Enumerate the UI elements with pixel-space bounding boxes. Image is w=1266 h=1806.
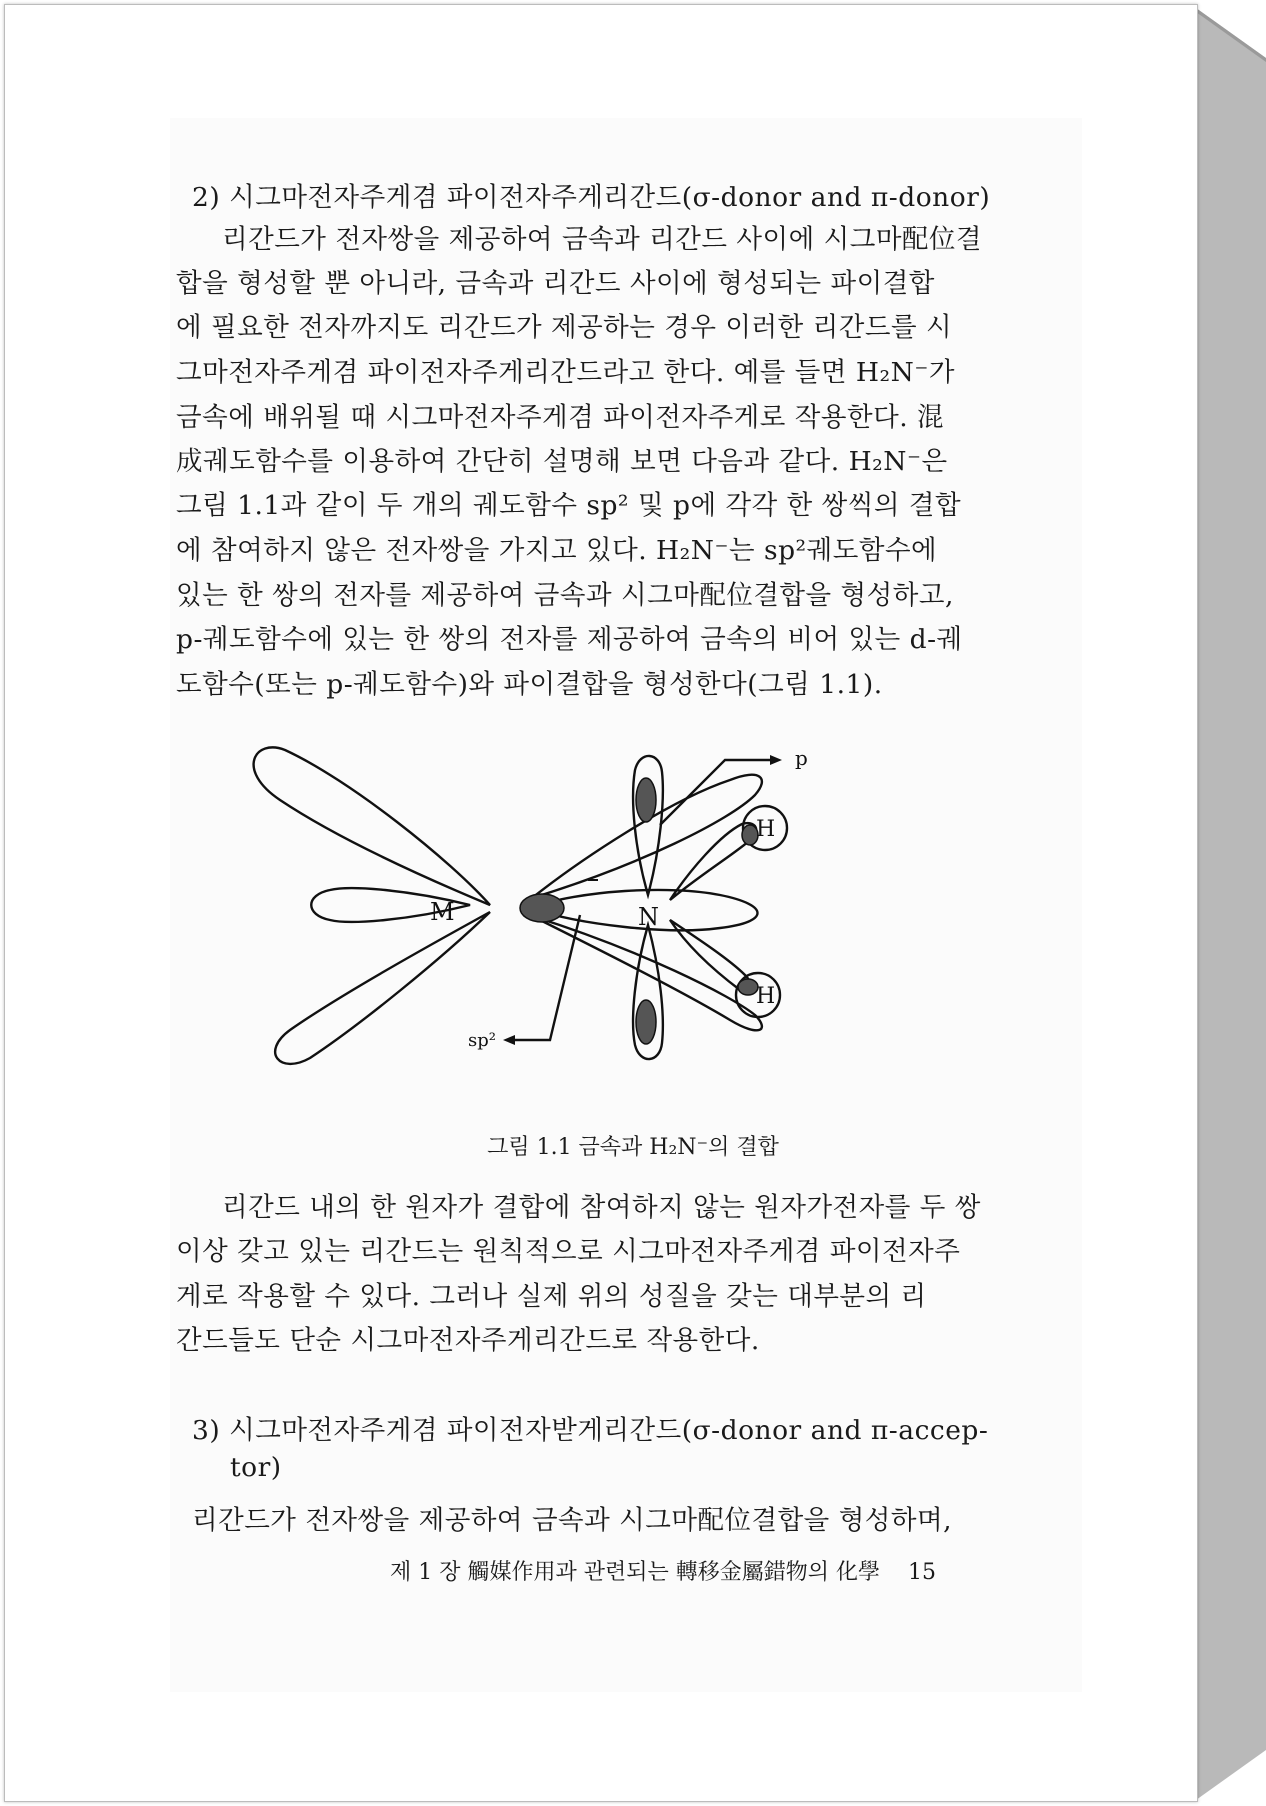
page-stack-edge <box>1196 0 1266 1806</box>
hydrogen-label-lower: H <box>756 984 776 1009</box>
hydrogen-label-upper: H <box>756 817 776 842</box>
section-3-heading-cont: tor) <box>230 1452 282 1483</box>
body-line: 에 참여하지 않은 전자쌍을 가지고 있다. H₂N⁻는 sp²궤도함수에 <box>176 535 938 566</box>
metal-lobe-lower <box>275 912 490 1064</box>
sp2-label: sp² <box>468 1030 496 1051</box>
figure-caption: 그림 1.1 금속과 H₂N⁻의 결합 <box>487 1135 779 1160</box>
body-line: 간드들도 단순 시그마전자주게리간드로 작용한다. <box>176 1325 760 1356</box>
metal-label: M <box>430 898 455 926</box>
section-2-heading: 2) 시그마전자주게겸 파이전자주게리간드(σ-donor and π-donor) <box>192 182 991 213</box>
body-line: 있는 한 쌍의 전자를 제공하여 금속과 시그마配位결합을 형성하고, <box>176 580 954 611</box>
metal-lobe-upper <box>254 747 490 905</box>
p-label: p <box>795 746 808 770</box>
body-line: 도함수(또는 p-궤도함수)와 파이결합을 형성한다(그림 1.1). <box>176 669 883 700</box>
sp2-pointer-line <box>515 915 580 1040</box>
h-lower-shade <box>738 979 758 995</box>
body-line: 그마전자주게겸 파이전자주게리간드라고 한다. 예를 들면 H₂N⁻가 <box>176 357 955 388</box>
orbital-diagram <box>250 740 930 1100</box>
p-arrowhead <box>770 755 782 765</box>
page-number: 15 <box>907 1560 936 1585</box>
body-line: 금속에 배위될 때 시그마전자주게겸 파이전자주게로 작용한다. 混 <box>176 402 945 433</box>
body-line: 게로 작용할 수 있다. 그러나 실제 위의 성질을 갖는 대부분의 리 <box>176 1281 927 1312</box>
body-line: 리간드 내의 한 원자가 결합에 참여하지 않는 원자가전자를 두 쌍 <box>222 1192 981 1223</box>
running-footer <box>390 1555 936 1586</box>
body-line: 이상 갖고 있는 리간드는 원칙적으로 시그마전자주게겸 파이전자주 <box>176 1236 961 1267</box>
body-line: 그림 1.1과 같이 두 개의 궤도함수 sp² 및 p에 각각 한 쌍씩의 결합 <box>176 490 962 521</box>
sp2-lone-pair <box>520 894 564 922</box>
p-pointer-line <box>660 760 770 825</box>
body-line: 에 필요한 전자까지도 리간드가 제공하는 경우 이러한 리간드를 시 <box>176 312 953 343</box>
chapter-title: 제 1 장 觸媒作用과 관련되는 轉移金屬錯物의 化學 <box>390 1560 880 1585</box>
p-upper-lone-pair <box>636 778 656 822</box>
sp2-arrowhead <box>503 1035 515 1045</box>
body-line: 리간드가 전자쌍을 제공하여 금속과 시그마配位결합을 형성하며, <box>192 1505 953 1536</box>
body-line: p-궤도함수에 있는 한 쌍의 전자를 제공하여 금속의 비어 있는 d-궤 <box>176 624 963 655</box>
nitrogen-label: N <box>638 903 659 931</box>
body-line: 成궤도함수를 이용하여 간단히 설명해 보면 다음과 같다. H₂N⁻은 <box>176 446 948 477</box>
p-lower-lone-pair <box>636 1000 656 1044</box>
section-3-heading: 3) 시그마전자주게겸 파이전자받게리간드(σ-donor and π-accep- <box>192 1415 989 1446</box>
body-line: 합을 형성할 뿐 아니라, 금속과 리간드 사이에 형성되는 파이결합 <box>176 268 935 299</box>
body-line: 리간드가 전자쌍을 제공하여 금속과 리간드 사이에 시그마配位결 <box>222 224 983 255</box>
